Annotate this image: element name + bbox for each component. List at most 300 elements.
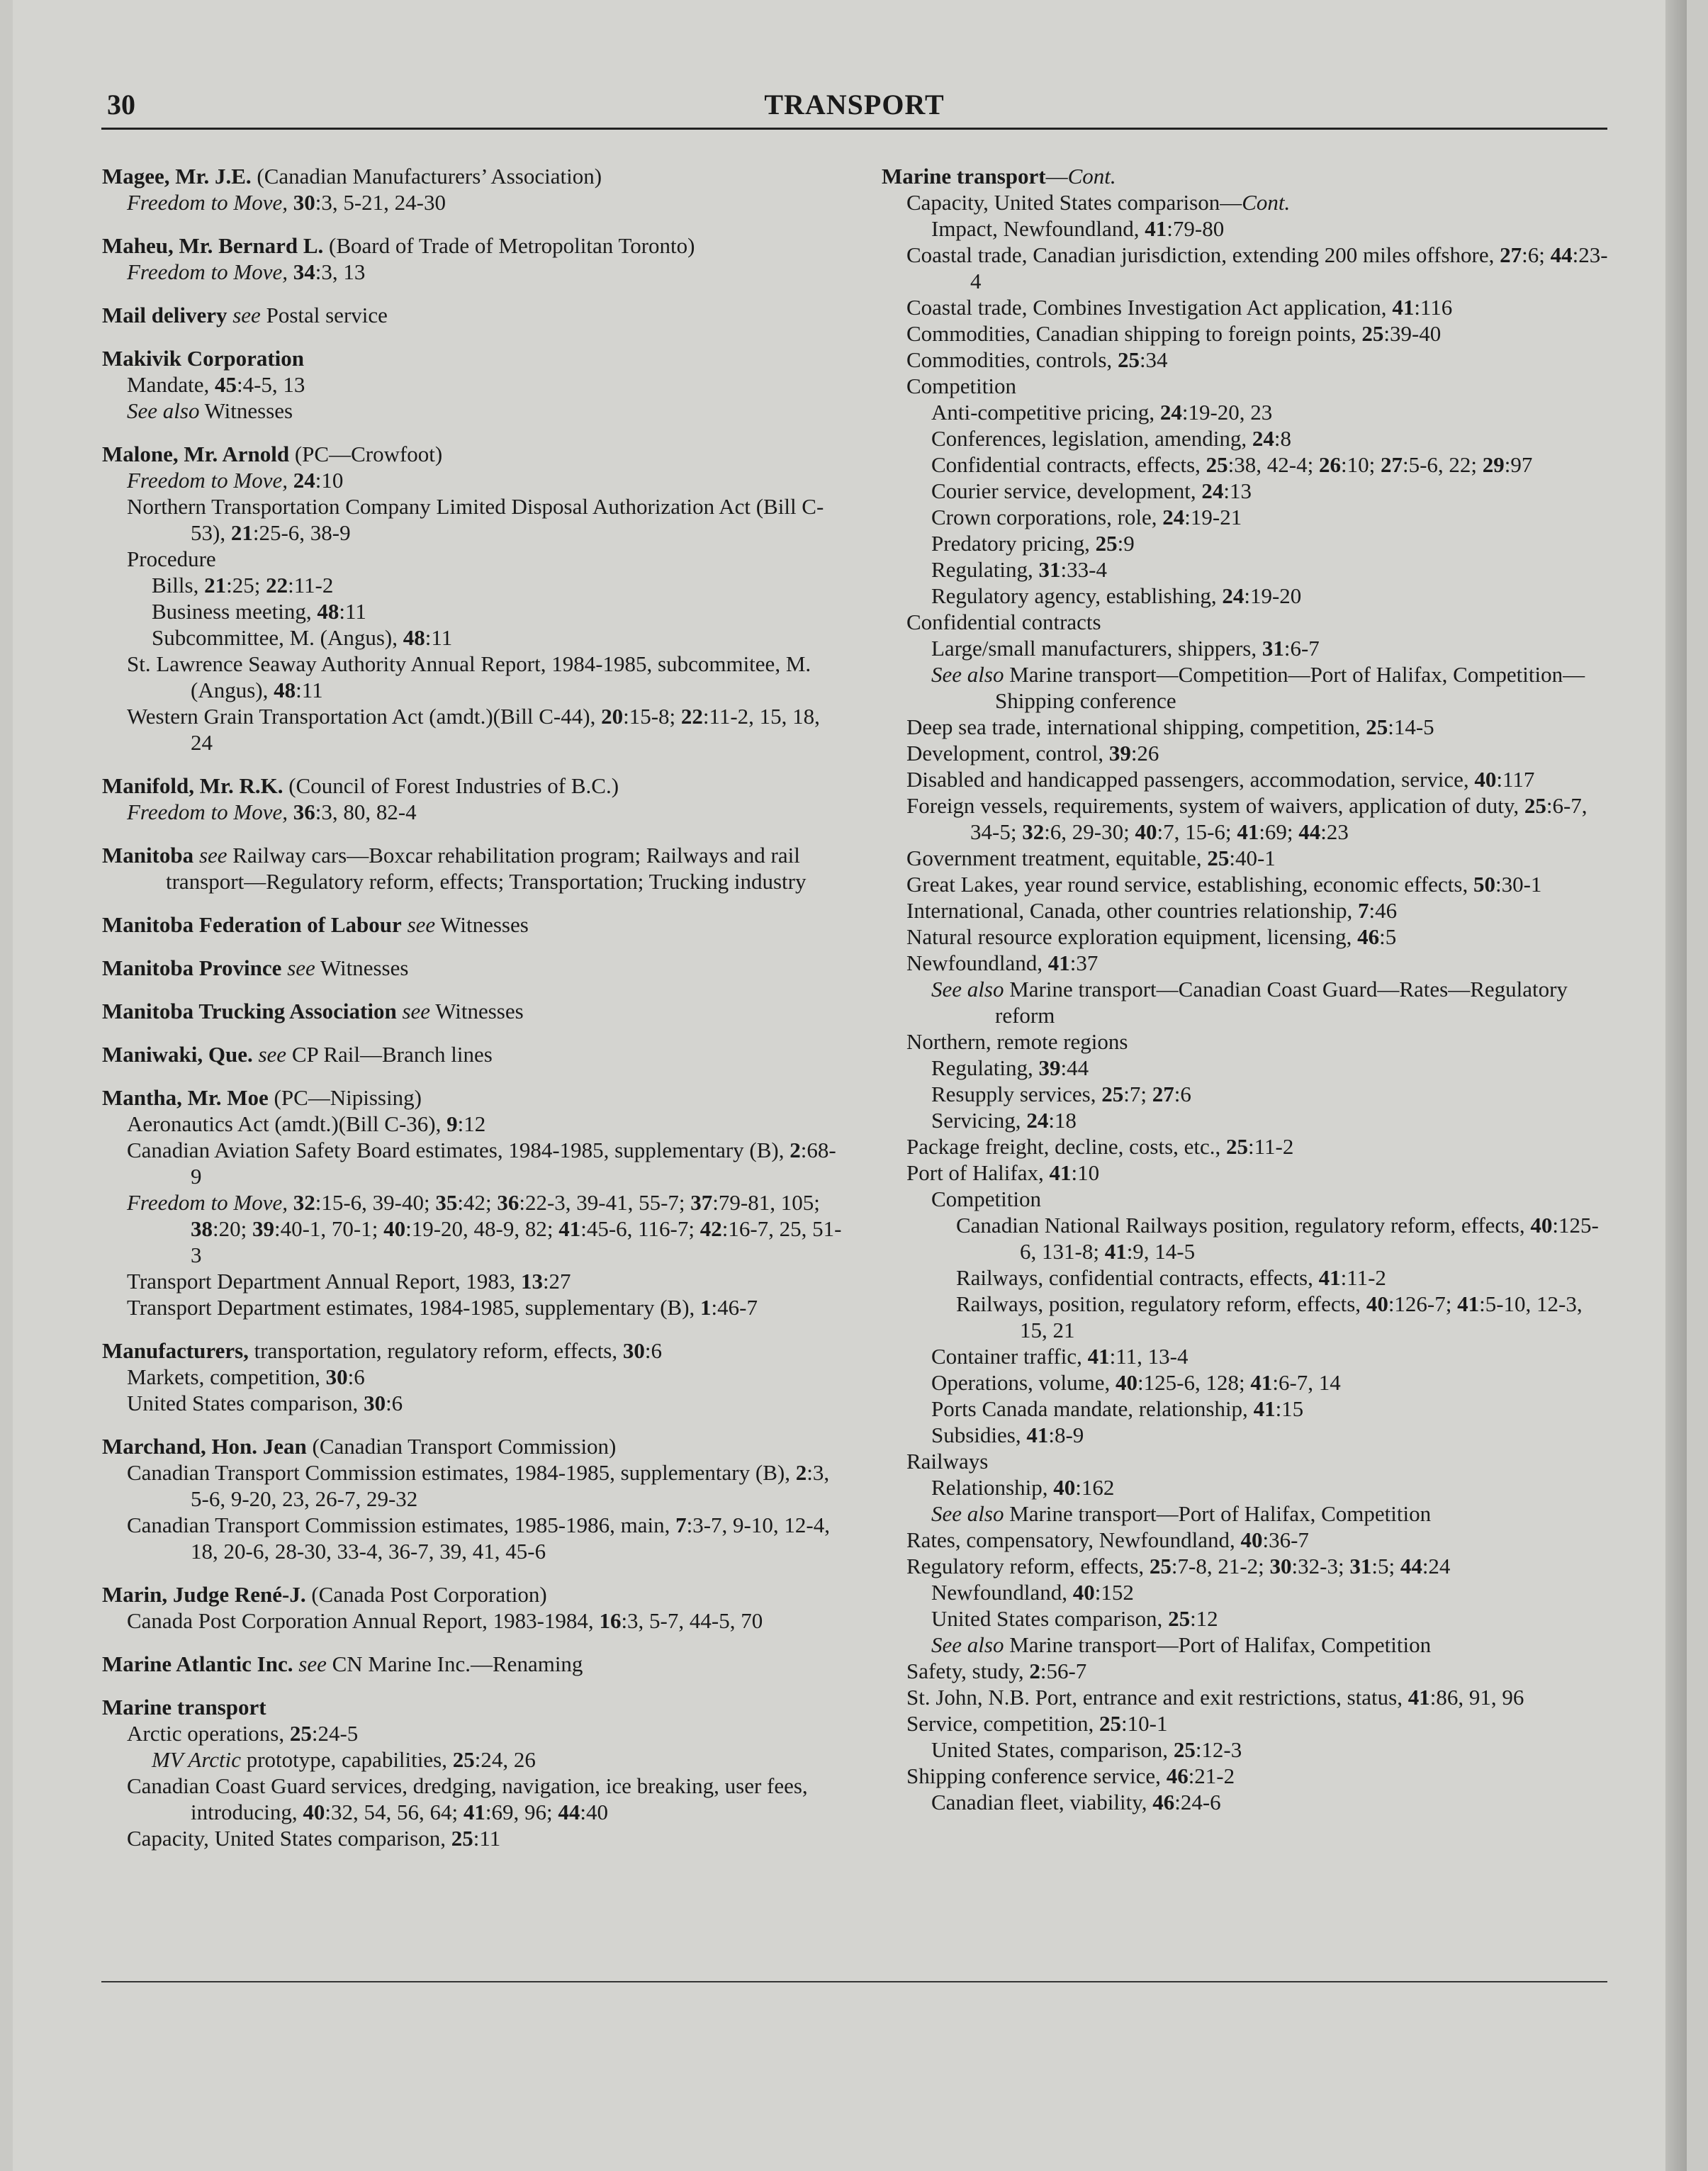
index-heading: [102, 955, 846, 981]
text-run: :24-5: [311, 1721, 359, 1746]
index-entry: [102, 773, 846, 825]
text-run: Servicing,: [931, 1108, 1027, 1133]
bold-text: 31: [1262, 636, 1284, 661]
text-run: :6, 29-30;: [1044, 819, 1135, 844]
text-run: :33-4: [1060, 557, 1107, 582]
text-run: (Council of Forest Industries of B.C.): [283, 773, 619, 798]
index-entry: [102, 911, 846, 938]
bold-text: 36: [497, 1190, 519, 1215]
bold-text: 41: [1087, 1344, 1110, 1369]
text-run: :23-4: [970, 242, 1608, 293]
text-run: :116: [1414, 295, 1453, 320]
bold-text: Manitoba Federation of Labour: [102, 912, 402, 937]
text-run: :152: [1094, 1580, 1134, 1605]
text-run: Western Grain Transportation Act (amdt.)(Bill C-44),: [127, 704, 602, 729]
index-entry: [102, 998, 846, 1024]
index-subentry: [882, 635, 1612, 661]
index-subentry: [882, 242, 1612, 294]
text-run: :11: [425, 625, 453, 650]
text-run: :117: [1496, 767, 1535, 792]
text-run: Aeronautics Act (amdt.)(Bill C-36),: [127, 1111, 447, 1136]
bold-text: Manitoba Trucking Association: [102, 999, 397, 1023]
bold-text: 29: [1482, 452, 1505, 477]
bold-text: 41: [1047, 950, 1070, 975]
index-entry: [102, 1651, 846, 1677]
index-heading: [102, 1084, 846, 1111]
index-subentry: [102, 572, 846, 598]
index-subentry: [882, 1343, 1612, 1369]
bold-text: 30: [622, 1338, 645, 1363]
index-subentry: [102, 1111, 846, 1137]
index-subentry: [102, 1512, 846, 1564]
text-run: Shipping conference service,: [906, 1763, 1167, 1788]
text-run: Commodities, controls,: [906, 347, 1118, 372]
text-run: :3-7, 9-10, 12-4, 18, 20-6, 28-30, 33-4, 36-7, 39, 41, 45-6: [191, 1513, 830, 1564]
text-run: :25;: [226, 573, 266, 598]
text-run: Resupply services,: [931, 1082, 1102, 1106]
bold-text: 30: [325, 1364, 348, 1389]
bold-text: 25: [1366, 714, 1388, 739]
bold-text: 25: [1173, 1737, 1196, 1762]
index-subentry: [882, 1160, 1612, 1186]
text-run: :6: [644, 1338, 663, 1363]
index-subentry: [102, 546, 846, 572]
text-run: Crown corporations, role,: [931, 505, 1163, 529]
index-subentry: [882, 1448, 1612, 1474]
index-heading: [102, 302, 846, 328]
text-run: :37: [1069, 950, 1099, 975]
bold-text: 41: [1049, 1160, 1072, 1185]
text-run: :15-6, 39-40;: [315, 1190, 436, 1215]
text-run: :32-3;: [1291, 1554, 1350, 1578]
text-run: Courier service, development,: [931, 478, 1202, 503]
index-subentry: [882, 1605, 1612, 1632]
text-run: Ports Canada mandate, relationship,: [931, 1396, 1254, 1421]
text-run: Great Lakes, year round service, establishing, economic effects,: [906, 872, 1473, 897]
bold-text: 41: [1457, 1291, 1480, 1316]
bold-text: Manitoba Province: [102, 955, 282, 980]
italic-text: Cont.: [1242, 190, 1291, 215]
bold-text: 24: [1201, 478, 1224, 503]
bold-text: Manitoba: [102, 843, 194, 868]
text-run: :8: [1274, 426, 1291, 451]
bold-text: 40: [1135, 819, 1157, 844]
index-subentry: [102, 259, 846, 285]
text-run: :40-1: [1229, 846, 1276, 870]
bold-text: 24: [1159, 400, 1182, 425]
bold-text: 25: [451, 1826, 473, 1851]
index-entry: [102, 232, 846, 285]
bold-text: 40: [1366, 1291, 1388, 1316]
index-subentry: [102, 1825, 846, 1851]
text-run: :15-8;: [623, 704, 681, 729]
page-gutter-shadow: [1665, 0, 1687, 2171]
index-subentry: [882, 1553, 1612, 1579]
bold-text: Marine Atlantic Inc.: [102, 1651, 293, 1676]
bold-text: Mail delivery: [102, 303, 227, 327]
bold-text: 44: [1400, 1554, 1422, 1578]
index-subentry: [882, 1789, 1612, 1815]
bold-text: 40: [1072, 1580, 1095, 1605]
text-run: :19-20, 23: [1181, 400, 1273, 425]
text-run: :23: [1320, 819, 1349, 844]
text-run: Witnesses: [430, 999, 524, 1023]
page-header: [101, 88, 1607, 130]
text-run: Competition: [906, 374, 1016, 398]
index-entry: [102, 1041, 846, 1067]
text-run: Northern, remote regions: [906, 1029, 1128, 1054]
index-subentry: [102, 624, 846, 651]
bold-text: 41: [1408, 1685, 1430, 1710]
text-run: :15: [1275, 1396, 1304, 1421]
bold-text: 2: [1029, 1659, 1040, 1683]
bold-text: Malone, Mr. Arnold: [102, 442, 290, 466]
text-run: :32, 54, 56, 64;: [325, 1800, 463, 1824]
text-run: Regulatory reform, effects,: [906, 1554, 1150, 1578]
text-run: :44: [1060, 1055, 1089, 1080]
index-subentry: [882, 347, 1612, 373]
index-subentry: [882, 845, 1612, 871]
text-run: Canadian Transport Commission estimates, 1984-1985, supplementary (B),: [127, 1460, 796, 1485]
bold-text: 44: [1550, 242, 1573, 267]
index-subentry: [102, 1390, 846, 1416]
text-run: :8-9: [1048, 1423, 1084, 1447]
index-subentry: [882, 556, 1612, 583]
bold-text: Maniwaki, Que.: [102, 1042, 253, 1067]
index-subentry: [102, 598, 846, 624]
text-run: :24: [1422, 1554, 1451, 1578]
text-run: Regulatory agency, establishing,: [931, 583, 1223, 608]
text-run: :3, 5-21, 24-30: [315, 190, 446, 215]
bold-text: Marin, Judge René-J.: [102, 1582, 306, 1607]
index-subentry: [882, 1763, 1612, 1789]
text-run: :125-6, 128;: [1137, 1370, 1251, 1395]
left-column: [102, 163, 846, 1868]
text-run: Witnesses: [435, 912, 529, 937]
bold-text: 25: [1207, 846, 1230, 870]
bold-text: 25: [452, 1747, 475, 1772]
text-run: :56-7: [1040, 1659, 1087, 1683]
index-subentry: [882, 871, 1612, 897]
text-run: :11: [473, 1826, 501, 1851]
text-run: [288, 800, 293, 824]
text-run: :46: [1369, 898, 1398, 923]
index-subentry: [882, 1474, 1612, 1500]
italic-text: see: [258, 1042, 287, 1067]
index-heading: [102, 842, 846, 894]
index-subentry: [882, 478, 1612, 504]
text-run: Canadian Transport Commission estimates, 1985-1986, main,: [127, 1513, 676, 1537]
bold-text: 40: [1116, 1370, 1138, 1395]
text-run: :18: [1048, 1108, 1077, 1133]
text-run: :6-7, 14: [1272, 1370, 1341, 1395]
italic-text: Cont.: [1067, 164, 1116, 189]
index-subentry: [882, 1107, 1612, 1133]
text-run: Marine transport—Port of Halifax, Competition: [1004, 1501, 1432, 1526]
text-run: Railways, confidential contracts, effects,: [956, 1265, 1319, 1290]
bold-text: Mantha, Mr. Moe: [102, 1085, 269, 1110]
bold-text: 45: [214, 372, 237, 397]
text-run: Confidential contracts, effects,: [931, 452, 1206, 477]
text-run: :46-7: [711, 1295, 758, 1320]
index-subentry: [882, 1396, 1612, 1422]
bold-text: 24: [1162, 505, 1185, 529]
text-run: :34: [1139, 347, 1168, 372]
text-run: (Canadian Transport Commission): [306, 1434, 617, 1459]
index-subentry: [102, 799, 846, 825]
bold-text: 41: [1253, 1396, 1276, 1421]
bold-text: 25: [1361, 321, 1384, 346]
text-run: Marine transport—Canadian Coast Guard—Rates—Regulatory reform: [995, 977, 1568, 1028]
text-run: :3, 13: [315, 259, 366, 284]
index-heading: [102, 163, 846, 189]
index-entry: [882, 163, 1612, 1815]
text-run: :42;: [457, 1190, 498, 1215]
text-run: Port of Halifax,: [906, 1160, 1050, 1185]
text-run: :11-2, 15, 18, 24: [191, 704, 820, 755]
text-run: [193, 843, 199, 868]
bold-text: Maheu, Mr. Bernard L.: [102, 233, 324, 258]
text-run: Subcommittee, M. (Angus),: [152, 625, 403, 650]
text-run: Safety, study,: [906, 1659, 1030, 1683]
index-heading: [102, 1433, 846, 1459]
text-run: :19-21: [1184, 505, 1242, 529]
text-run: :79-80: [1167, 216, 1225, 241]
index-subentry: [882, 294, 1612, 320]
italic-text: See also: [931, 1632, 1004, 1657]
index-subentry: [882, 714, 1612, 740]
text-run: Anti-competitive pricing,: [931, 400, 1160, 425]
text-run: :7;: [1123, 1082, 1152, 1106]
text-run: Capacity, United States comparison—: [906, 190, 1242, 215]
bold-text: 2: [790, 1138, 801, 1162]
index-subentry: [102, 651, 846, 703]
bold-text: 25: [1206, 452, 1228, 477]
text-run: :6-7, 34-5;: [970, 793, 1588, 844]
text-run: :27: [542, 1269, 571, 1294]
text-run: Canadian Aviation Safety Board estimates, 1984-1985, supplementary (B),: [127, 1138, 790, 1162]
bold-text: 26: [1318, 452, 1341, 477]
text-run: :21-2: [1188, 1763, 1235, 1788]
bold-text: 46: [1357, 924, 1380, 949]
text-run: :11-2: [288, 573, 334, 598]
bold-text: 2: [795, 1460, 807, 1485]
text-run: :10;: [1340, 452, 1381, 477]
text-run: [402, 912, 408, 937]
italic-text: Freedom to Move,: [127, 468, 288, 493]
bold-text: 24: [1222, 583, 1245, 608]
bold-text: 48: [274, 678, 296, 702]
text-run: Canada Post Corporation Annual Report, 1983-1984,: [127, 1608, 600, 1633]
text-run: :12: [457, 1111, 486, 1136]
text-run: :16-7, 25, 51-3: [191, 1216, 842, 1267]
index-subentry: [102, 703, 846, 756]
text-run: Government treatment, equitable,: [906, 846, 1208, 870]
text-run: Witnesses: [315, 955, 409, 980]
bold-text: 16: [599, 1608, 622, 1633]
index-entry: [102, 1337, 846, 1416]
bold-text: Marine transport: [882, 164, 1046, 189]
index-subentry: [882, 1527, 1612, 1553]
text-run: :22-3, 39-41, 55-7;: [519, 1190, 691, 1215]
index-subentry: [882, 1658, 1612, 1684]
index-subentry: [882, 950, 1612, 976]
text-run: :11: [339, 599, 366, 624]
index-subentry: [102, 371, 846, 398]
bold-text: 30: [364, 1391, 386, 1415]
bold-text: 34: [293, 259, 315, 284]
bold-text: 41: [1237, 819, 1259, 844]
index-subentry: [882, 1186, 1612, 1212]
text-run: (Canada Post Corporation): [305, 1582, 547, 1607]
bold-text: 25: [1101, 1082, 1124, 1106]
text-run: :5-6, 22;: [1402, 452, 1483, 477]
italic-text: Freedom to Move,: [127, 259, 288, 284]
text-run: :6: [1174, 1082, 1191, 1106]
index-subentry: [102, 1137, 846, 1189]
text-run: :3, 5-7, 44-5, 70: [621, 1608, 763, 1633]
text-run: (Canadian Manufacturers’ Association): [251, 164, 602, 189]
text-run: Newfoundland,: [931, 1580, 1073, 1605]
index-entry: [102, 842, 846, 894]
index-subentry: [882, 1737, 1612, 1763]
text-run: Arctic operations,: [127, 1721, 290, 1746]
bold-text: 24: [1026, 1108, 1049, 1133]
text-run: :3, 80, 82-4: [315, 800, 417, 824]
text-run: Transport Department estimates, 1984-1985, supplementary (B),: [127, 1295, 701, 1320]
index-subentry: [102, 1189, 846, 1268]
index-subentry: [882, 897, 1612, 924]
text-run: Canadian Coast Guard services, dredging, navigation, ice breaking, user fees, introducing,: [127, 1773, 808, 1824]
index-subentry: [102, 1773, 846, 1825]
index-subentry: [882, 189, 1612, 215]
italic-text: see: [407, 912, 436, 937]
text-run: Commodities, Canadian shipping to foreign points,: [906, 321, 1362, 346]
text-run: :45-6, 116-7;: [580, 1216, 700, 1241]
text-run: Northern Transportation Company Limited Disposal Authorization Act (Bill C-53),: [127, 494, 824, 545]
bold-text: 39: [1038, 1055, 1061, 1080]
index-subentry: [882, 1369, 1612, 1396]
bold-text: 39: [252, 1216, 274, 1241]
index-heading: [102, 345, 846, 371]
bold-text: 30: [1269, 1554, 1292, 1578]
text-run: International, Canada, other countries relationship,: [906, 898, 1359, 923]
index-subentry: [882, 583, 1612, 609]
text-run: Regulating,: [931, 557, 1039, 582]
text-run: :86, 91, 96: [1429, 1685, 1524, 1710]
text-run: Natural resource exploration equipment, licensing,: [906, 924, 1358, 949]
index-heading: [102, 441, 846, 467]
index-heading: [102, 1694, 846, 1720]
index-heading: [882, 163, 1612, 189]
bold-text: 38: [191, 1216, 213, 1241]
index-subentry: [882, 1500, 1612, 1527]
index-subentry: [102, 1364, 846, 1390]
text-run: [288, 259, 293, 284]
text-run: Canadian National Railways position, regulatory reform, effects,: [956, 1213, 1531, 1238]
text-run: :13: [1223, 478, 1252, 503]
text-run: Canadian fleet, viability,: [931, 1790, 1153, 1814]
bold-text: 13: [520, 1269, 543, 1294]
bold-text: 32: [1022, 819, 1045, 844]
bold-text: 41: [1392, 295, 1415, 320]
page-title: TRANSPORT: [764, 89, 945, 120]
index-heading: [102, 1041, 846, 1067]
bold-text: 40: [1053, 1475, 1076, 1500]
bold-text: Marchand, Hon. Jean: [102, 1434, 307, 1459]
index-subentry: [882, 1422, 1612, 1448]
text-run: Conferences, legislation, amending,: [931, 426, 1252, 451]
bold-text: 48: [403, 625, 425, 650]
index-subentry: [882, 609, 1612, 635]
text-run: :36-7: [1262, 1527, 1309, 1552]
bold-text: 27: [1380, 452, 1403, 477]
bold-text: 25: [1095, 531, 1118, 556]
index-entry: [102, 1694, 846, 1851]
text-run: :11-2: [1340, 1265, 1386, 1290]
text-run: Mandate,: [127, 372, 215, 397]
text-run: :126-7;: [1388, 1291, 1458, 1316]
index-subentry: [102, 1459, 846, 1512]
text-run: United States comparison,: [931, 1606, 1169, 1631]
index-subentry: [882, 740, 1612, 766]
bold-text: Magee, Mr. J.E.: [102, 164, 252, 189]
italic-text: see: [298, 1651, 327, 1676]
bold-text: 40: [383, 1216, 406, 1241]
bold-text: 40: [303, 1800, 325, 1824]
italic-text: Freedom to Move,: [127, 800, 288, 824]
text-run: :9: [1117, 531, 1135, 556]
text-run: United States comparison,: [127, 1391, 364, 1415]
bold-text: 41: [1026, 1423, 1049, 1447]
text-run: Foreign vessels, requirements, system of waivers, application of duty,: [906, 793, 1524, 818]
text-run: :97: [1504, 452, 1533, 477]
index-subentry: [882, 373, 1612, 399]
bold-text: Manifold, Mr. R.K.: [102, 773, 283, 798]
footer-rule: [101, 1981, 1607, 1982]
index-subentry: [882, 1212, 1612, 1264]
italic-text: see: [198, 843, 227, 868]
text-run: CP Rail—Branch lines: [286, 1042, 493, 1067]
bold-text: 27: [1152, 1082, 1174, 1106]
bold-text: 40: [1474, 767, 1497, 792]
text-run: :6;: [1522, 242, 1551, 267]
italic-text: see: [287, 955, 315, 980]
text-run: :40: [580, 1800, 609, 1824]
bold-text: 25: [1149, 1554, 1172, 1578]
bold-text: 9: [446, 1111, 458, 1136]
bold-text: 1: [700, 1295, 712, 1320]
index-subentry: [882, 215, 1612, 242]
index-subentry: [102, 493, 846, 546]
text-run: Operations, volume,: [931, 1370, 1116, 1395]
bold-text: 27: [1500, 242, 1522, 267]
text-run: :7-8, 21-2;: [1171, 1554, 1270, 1578]
index-subentry: [882, 792, 1612, 845]
bold-text: 37: [690, 1190, 713, 1215]
text-run: United States, comparison,: [931, 1737, 1174, 1762]
index-subentry: [102, 1608, 846, 1634]
text-run: Capacity, United States comparison,: [127, 1826, 451, 1851]
index-entry: [102, 1581, 846, 1634]
text-run: Procedure: [127, 546, 216, 571]
bold-text: 50: [1473, 872, 1495, 897]
bold-text: 46: [1166, 1763, 1189, 1788]
text-run: transportation, regulatory reform, effects,: [248, 1338, 623, 1363]
text-run: Postal service: [260, 303, 388, 327]
text-run: :38, 42-4;: [1227, 452, 1319, 477]
text-run: :162: [1075, 1475, 1115, 1500]
